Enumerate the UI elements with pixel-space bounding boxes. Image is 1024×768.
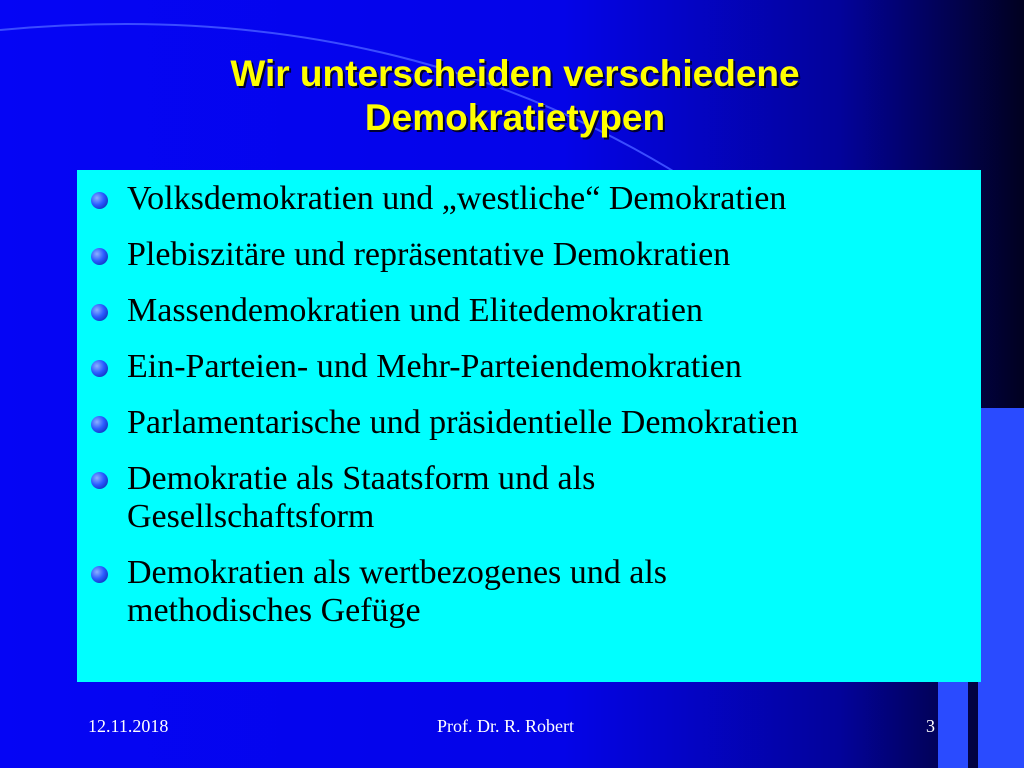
- footer-page-number: 3: [926, 716, 935, 736]
- bullet-item: [91, 236, 969, 274]
- bullet-text: Massendemokratien und Elitedemokratien: [127, 292, 703, 329]
- bullet-dot-icon: [91, 360, 108, 377]
- decorative-bar-2: [938, 682, 968, 768]
- bullet-list: [91, 180, 969, 630]
- bullet-text: Volksdemokratien und „westliche“ Demokratien: [127, 180, 787, 217]
- bullet-text: Ein-Parteien- und Mehr-Parteiendemokratien: [127, 348, 742, 385]
- bullet-content-box: [77, 170, 981, 682]
- slide-title-line-2: Demokratietypen: [364, 97, 666, 138]
- bullet-dot-icon: [91, 304, 108, 321]
- bullet-dot-icon: [91, 472, 108, 489]
- bullet-text: Parlamentarische und präsidentielle Demokratien: [127, 404, 799, 441]
- footer-date: 12.11.2018: [88, 716, 169, 736]
- bullet-dot-icon: [91, 416, 108, 433]
- bullet-item: [91, 404, 969, 442]
- footer-author: Prof. Dr. R. Robert: [437, 716, 574, 736]
- slide-title: [90, 52, 940, 140]
- bullet-dot-icon: [91, 192, 108, 209]
- bullet-item: [91, 460, 747, 536]
- bullet-text: Demokratien als wertbezogenes und als methodisches Gefüge: [127, 554, 668, 629]
- bullet-text: Demokratie als Staatsform und als Gesellschaftsform: [127, 460, 596, 535]
- slide-title-line-1: Wir unterscheiden verschiedene: [230, 53, 800, 94]
- bullet-dot-icon: [91, 566, 108, 583]
- bullet-item: [91, 348, 969, 386]
- bullet-item: [91, 180, 969, 218]
- bullet-item: [91, 554, 847, 630]
- bullet-text: Plebiszitäre und repräsentative Demokratien: [127, 236, 731, 273]
- bullet-dot-icon: [91, 248, 108, 265]
- decorative-bar-1: [978, 408, 1024, 768]
- bullet-item: [91, 292, 969, 330]
